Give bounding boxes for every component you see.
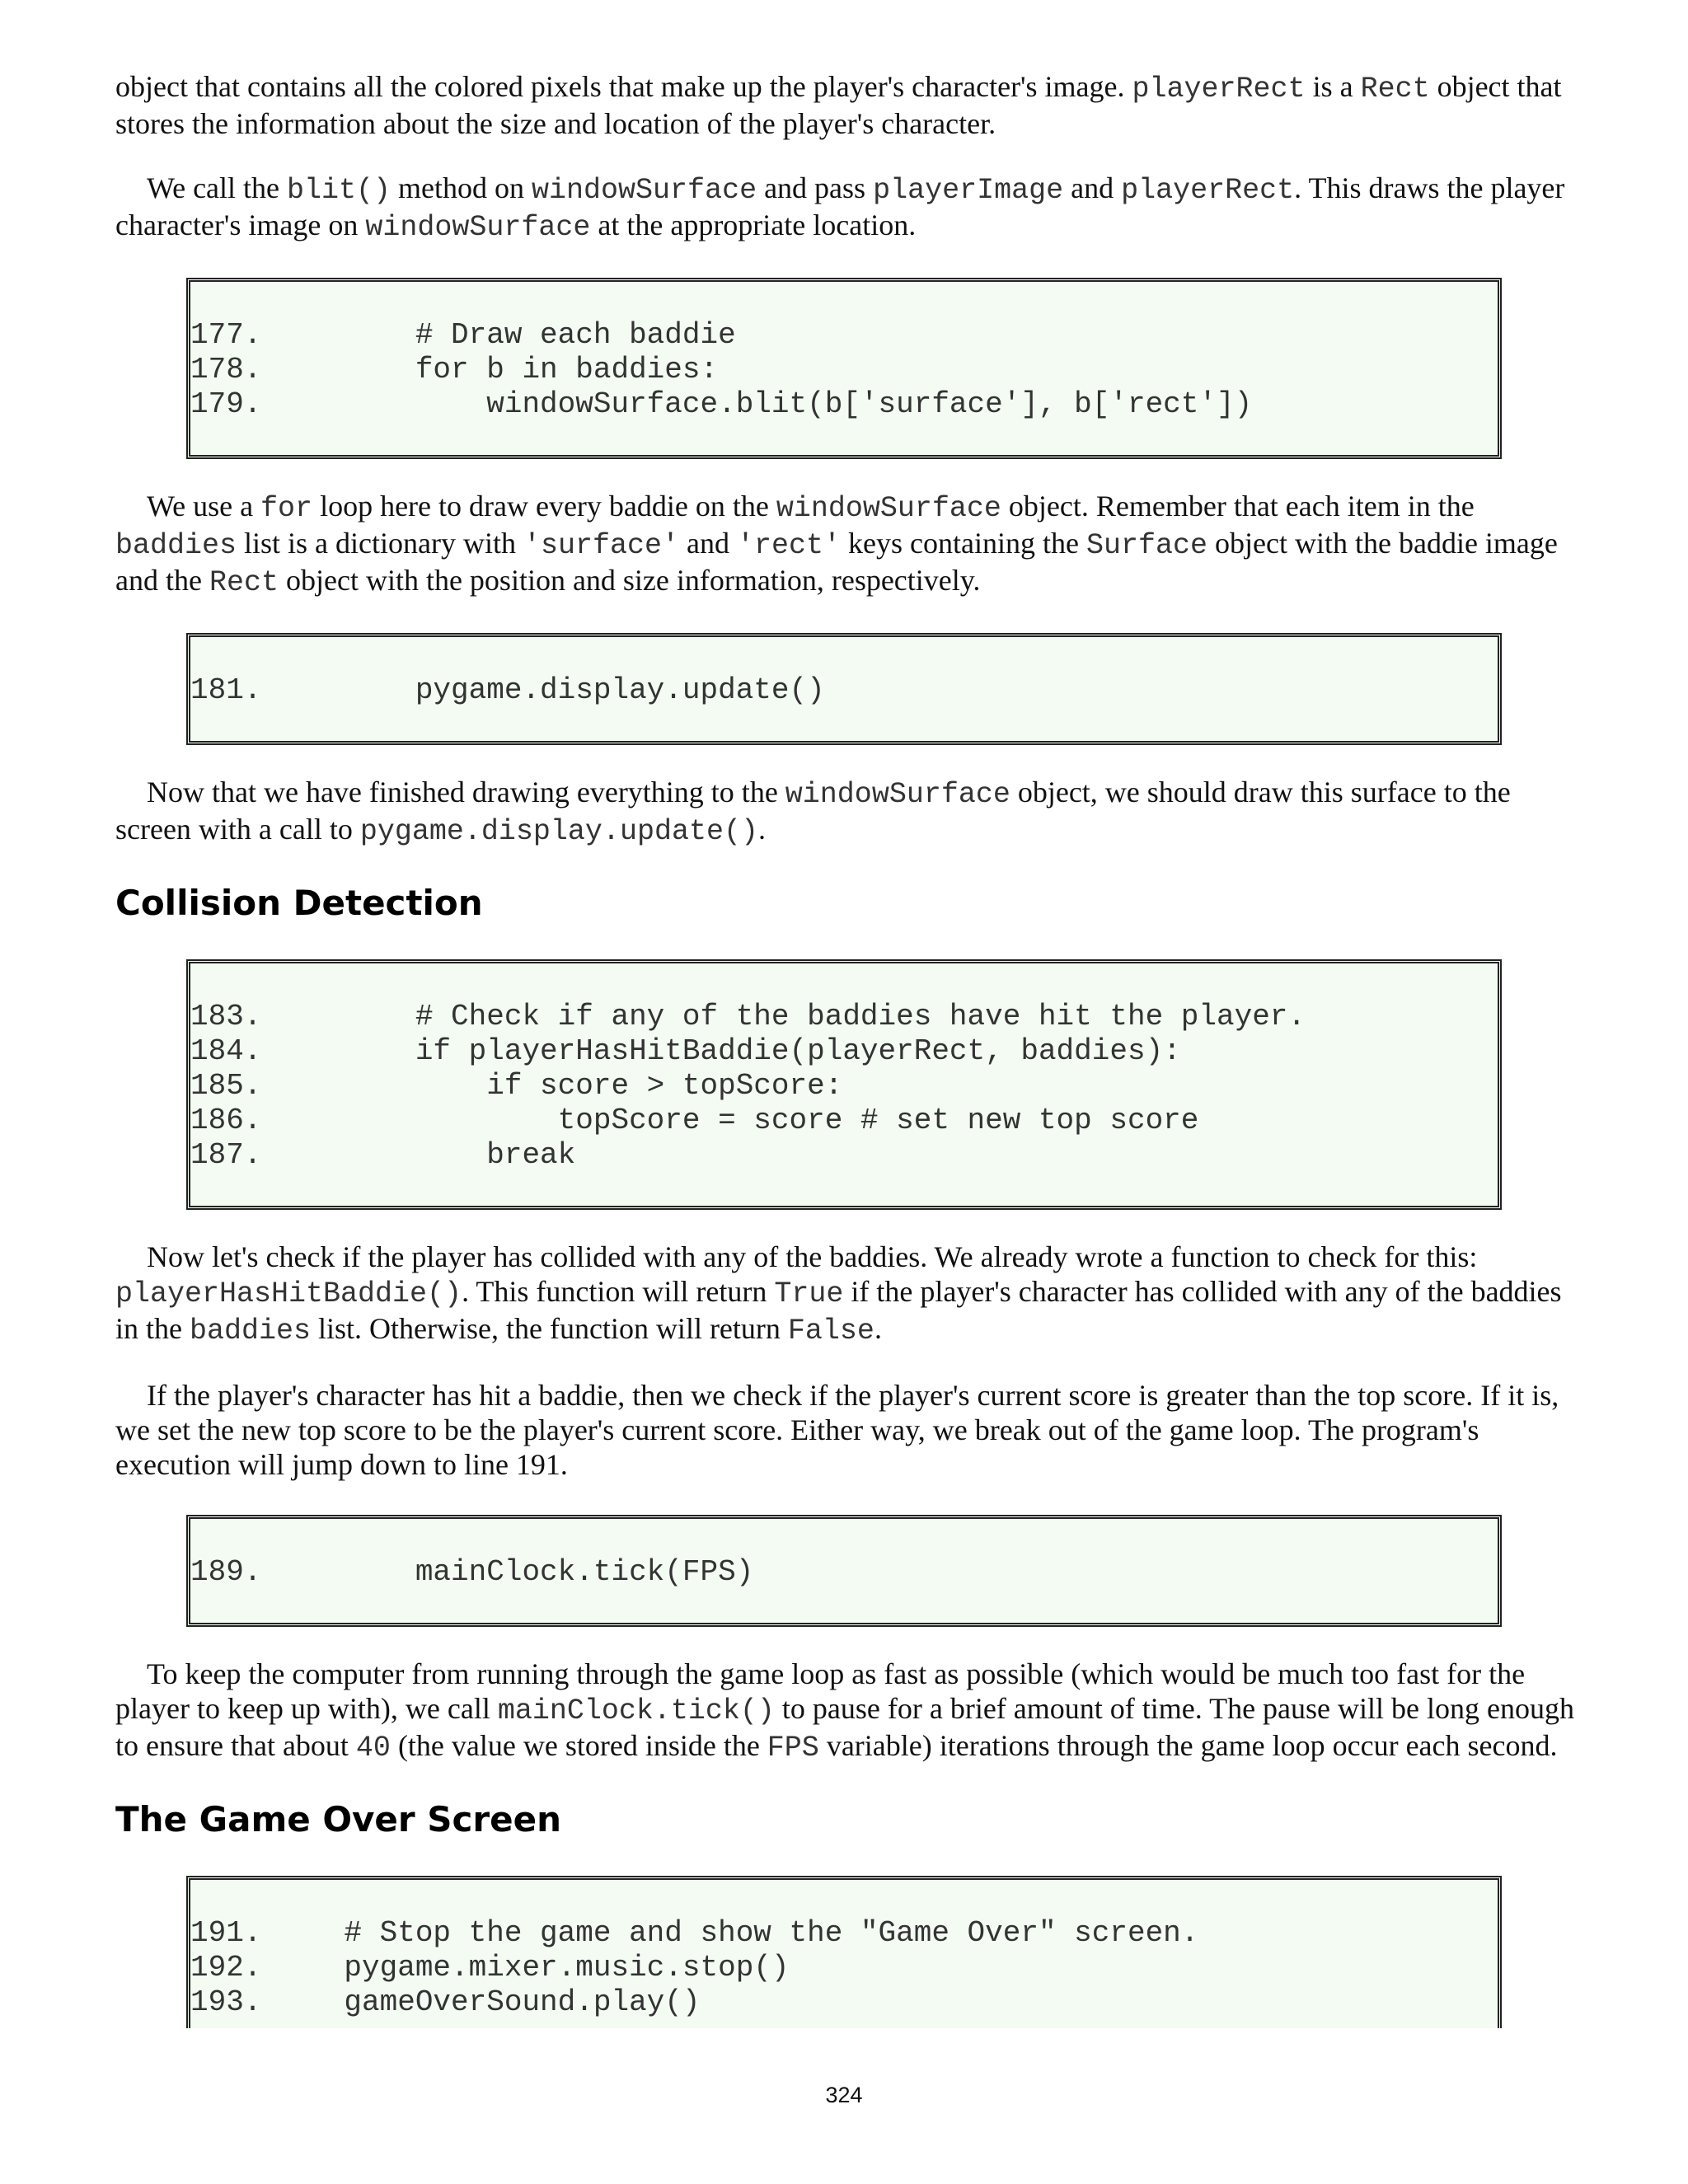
text: To keep the computer from running through the game loop as fast as possible (which would be much too fast for the player to keep up with), we call	[115, 1657, 1526, 1725]
inline-code: playerRect	[1132, 73, 1306, 105]
paragraph-finished-drawing	[115, 775, 1574, 849]
paragraph-collided	[115, 1240, 1574, 1348]
text: (the value we stored inside the	[390, 1729, 767, 1762]
section-heading-game-over-screen: The Game Over Screen	[115, 1799, 561, 1840]
code-text: for b in baddies:	[273, 353, 719, 387]
inline-code: playerRect	[1121, 174, 1295, 207]
inline-code: FPS	[767, 1732, 819, 1765]
inline-code: 'rect'	[737, 529, 842, 562]
text: object that stores the information about the size and location of the player's character.	[115, 70, 1562, 140]
code-block-clock-tick	[186, 1515, 1502, 1627]
text: method on	[391, 171, 532, 204]
paragraph-player-rect	[115, 69, 1574, 141]
code-block-display-update	[186, 633, 1502, 745]
text: and	[679, 527, 738, 560]
line-number: 181.	[190, 673, 262, 707]
text: object with the position and size information, respectively.	[278, 564, 981, 597]
code-line	[190, 1916, 1498, 1951]
inline-code: windowSurface	[776, 492, 1001, 525]
code-line	[190, 1138, 1498, 1173]
inline-code: windowSurface	[365, 211, 591, 244]
code-line	[190, 1985, 1498, 2020]
inline-code: for	[260, 492, 313, 525]
inline-code: playerHasHitBaddie()	[115, 1277, 462, 1310]
code-block-draw-baddies	[186, 278, 1502, 459]
code-line	[190, 318, 1498, 353]
text: object. Remember that each item in the	[1001, 490, 1475, 523]
text: loop here to draw every baddie on the	[312, 490, 776, 523]
inline-code: 40	[355, 1732, 391, 1765]
text: to pause for a brief amount of time. The pause will be long enough to ensure that about	[115, 1692, 1574, 1762]
text: is a	[1305, 70, 1361, 103]
line-number: 191.	[190, 1916, 262, 1950]
inline-code: False	[787, 1315, 874, 1347]
code-block-collision-check	[186, 959, 1502, 1210]
text: object with the baddie image and the	[115, 527, 1558, 597]
code-line	[190, 1555, 1498, 1590]
text: .	[757, 813, 766, 846]
code-text: # Check if any of the baddies have hit the player.	[273, 1000, 1306, 1033]
line-number: 185.	[190, 1069, 262, 1103]
code-text: # Stop the game and show the "Game Over" screen.	[273, 1916, 1199, 1950]
inline-code: mainClock.tick()	[497, 1694, 775, 1727]
code-text: topScore = score # set new top score	[273, 1104, 1199, 1137]
text: . This draws the player character's image on	[115, 171, 1565, 241]
line-number: 179.	[190, 387, 262, 421]
line-number: 183.	[190, 1000, 262, 1033]
code-line	[190, 387, 1498, 422]
paragraph-for-loop	[115, 489, 1574, 600]
inline-code: windowSurface	[785, 778, 1010, 811]
text: We use a	[147, 490, 261, 523]
text: Now that we have finished drawing everything to the	[147, 776, 785, 808]
code-line	[190, 353, 1498, 387]
line-number: 184.	[190, 1034, 262, 1068]
inline-code: playerImage	[873, 174, 1064, 207]
code-text: if score > topScore:	[273, 1069, 843, 1103]
text: and pass	[757, 171, 874, 204]
line-number: 193.	[190, 1985, 262, 2019]
line-number: 192.	[190, 1951, 262, 1985]
code-text: # Draw each baddie	[273, 318, 736, 352]
code-line	[190, 1104, 1498, 1138]
text: list. Otherwise, the function will return	[311, 1312, 788, 1345]
inline-code: baddies	[115, 529, 237, 562]
section-heading-collision-detection: Collision Detection	[115, 883, 483, 923]
text: . This function will return	[462, 1275, 775, 1308]
code-text: windowSurface.blit(b['surface'], b['rect'])	[273, 387, 1253, 421]
page-number: 324	[825, 2083, 863, 2107]
code-line	[190, 673, 1498, 708]
text: .	[874, 1312, 882, 1345]
inline-code: blit()	[287, 174, 392, 207]
inline-code: 'surface'	[523, 529, 680, 562]
inline-code: Rect	[1360, 73, 1430, 105]
code-text: mainClock.tick(FPS)	[273, 1555, 754, 1589]
code-text: gameOverSound.play()	[273, 1985, 701, 2019]
paragraph-hit-baddie: If the player's character has hit a baddie, then we check if the player's current score is greater than the top score. If it is, we set the new top score to be the player's current score. Either way, we break out of the game loop. The program's execution will jump down to line 191.	[115, 1379, 1559, 1481]
code-text: break	[273, 1138, 576, 1172]
text: object that contains all the colored pixels that make up the player's character's image.	[115, 70, 1132, 103]
inline-code: Rect	[209, 566, 279, 599]
inline-code: Surface	[1085, 529, 1208, 562]
code-line	[190, 1000, 1498, 1034]
inline-code: baddies	[189, 1315, 312, 1347]
paragraph-blit	[115, 171, 1574, 245]
code-line	[190, 1034, 1498, 1069]
inline-code: windowSurface	[532, 174, 757, 207]
text: if the player's character has collided with any of the baddies in the	[115, 1275, 1562, 1345]
code-text: if playerHasHitBaddie(playerRect, baddies):	[273, 1034, 1181, 1068]
line-number: 186.	[190, 1104, 262, 1137]
line-number: 177.	[190, 318, 262, 352]
line-number: 189.	[190, 1555, 262, 1589]
text: variable) iterations through the game loop occur each second.	[818, 1729, 1558, 1762]
text: keys containing the	[841, 527, 1086, 560]
code-text: pygame.display.update()	[273, 673, 825, 707]
line-number: 178.	[190, 353, 262, 387]
code-text: pygame.mixer.music.stop()	[273, 1951, 790, 1985]
inline-code: pygame.display.update()	[359, 815, 758, 848]
inline-code: True	[774, 1277, 844, 1310]
text: at the appropriate location.	[590, 209, 917, 241]
text: list is a dictionary with	[237, 527, 523, 560]
text: object, we should draw this surface to the screen with a call to	[115, 776, 1511, 846]
code-line	[190, 1951, 1498, 1985]
text: We call the	[147, 171, 288, 204]
text: Now let's check if the player has collided with any of the baddies. We already wrote a function to check for this:	[147, 1240, 1478, 1273]
code-line	[190, 1069, 1498, 1104]
paragraph-keep-computer	[115, 1657, 1574, 1765]
page-content	[115, 69, 1574, 2028]
code-block-game-over	[186, 1876, 1502, 2028]
line-number: 187.	[190, 1138, 262, 1172]
text: and	[1063, 171, 1122, 204]
